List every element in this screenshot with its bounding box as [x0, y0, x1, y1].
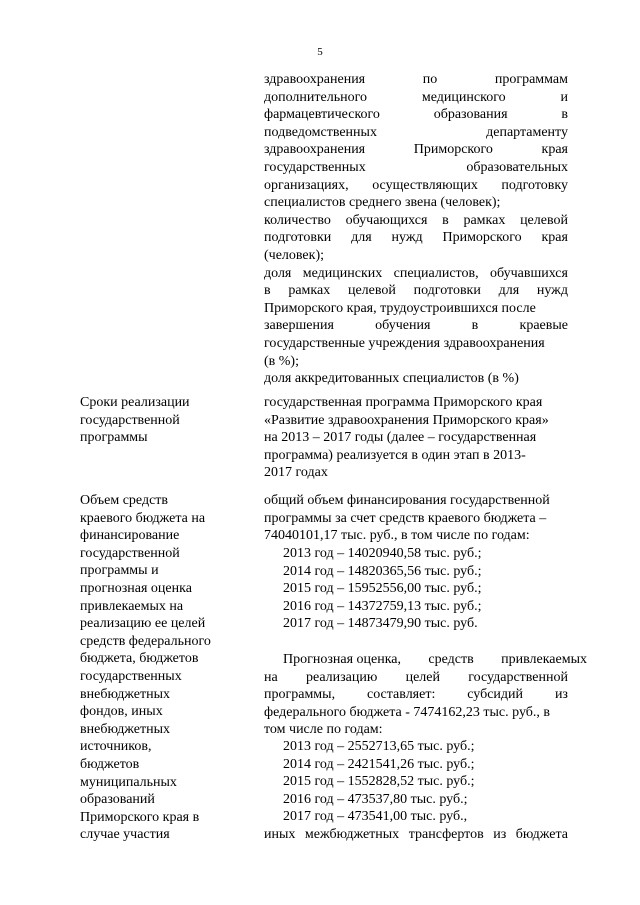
word: субсидий: [467, 687, 524, 703]
funding-label-line: привлекаемых на: [80, 598, 184, 614]
indicators-line: [264, 282, 568, 300]
indicators-line: [264, 212, 568, 230]
forecast-year-line: 2016 год – 473537,80 тыс. руб.;: [283, 791, 468, 807]
indicators-line: [264, 71, 568, 89]
word: по: [422, 72, 438, 87]
forecast-line: [264, 651, 587, 669]
indicators-line: [264, 106, 568, 124]
word: и: [560, 89, 568, 105]
terms-text-line: 2017 годах: [264, 465, 328, 481]
word: средств: [428, 652, 474, 667]
word: Прогнозная оценка,: [283, 652, 402, 667]
word: государственной: [468, 669, 568, 685]
word: бюджета: [515, 827, 568, 842]
terms-text-line: на 2013 – 2017 годы (далее – государственная: [264, 430, 537, 446]
word: департаменту: [486, 124, 568, 140]
word: целевой: [520, 212, 568, 228]
word: рамках: [288, 283, 331, 299]
word: медицинского: [421, 89, 506, 105]
word: межбюджетных: [304, 827, 400, 842]
funding-label-line: прогнозная оценка: [80, 581, 192, 596]
word: в: [442, 212, 449, 228]
word: реализацию: [305, 669, 378, 685]
funding-label-line: государственных: [80, 669, 182, 684]
indicators-line: государственные учреждения здравоохранения: [264, 336, 545, 351]
regional-year-line: 2013 год – 14020940,58 тыс. руб.;: [283, 546, 482, 561]
word: обучения: [375, 318, 431, 334]
word: на: [264, 669, 278, 685]
funding-label-line: реализацию ее целей: [80, 616, 206, 632]
page-number: 5: [317, 46, 323, 58]
word: целевой: [347, 283, 396, 299]
funding-label-line: внебюджетных: [80, 686, 171, 702]
indicators-line: [264, 265, 568, 283]
word: государственных: [264, 160, 366, 175]
forecast-year-line: 2017 год – 473541,00 тыс. руб.,: [283, 809, 468, 825]
funding-label-line: средств федерального: [80, 633, 211, 649]
word: из: [493, 827, 507, 842]
word: привлекаемых: [501, 652, 587, 667]
word: программам: [494, 72, 568, 87]
funding-label-line: образований: [80, 792, 155, 808]
funding-label-line: внебюджетных: [80, 721, 171, 737]
indicators-line: [264, 229, 568, 247]
word: в: [561, 107, 568, 123]
word: обучающихся: [345, 212, 428, 228]
word: доля: [264, 265, 292, 281]
word: нужд: [391, 230, 423, 246]
word: количество: [264, 212, 331, 228]
word: подготовки: [264, 230, 332, 246]
word: образования: [433, 107, 508, 123]
indicators-line: [264, 177, 568, 195]
terms-text-line: «Развитие здравоохранения Приморского края»: [264, 412, 549, 428]
regional-year-line: 2015 год – 15952556,00 тыс. руб.;: [283, 581, 482, 597]
word: обучавшихся: [489, 265, 568, 281]
funding-label-line: программы и: [80, 563, 159, 579]
indicators-line: [264, 317, 568, 335]
forecast-line: [264, 669, 568, 687]
regional-budget-line: программы за счет средств краевого бюджета –: [264, 510, 547, 526]
regional-budget-line: 74040101,17 тыс. руб., в том числе по годам:: [264, 528, 530, 544]
word: здравоохранения: [264, 72, 366, 87]
indicators-line: специалистов среднего звена (человек);: [264, 195, 501, 211]
word: подготовки: [413, 283, 481, 299]
regional-year-line: 2017 год – 14873479,90 тыс. руб.: [283, 616, 478, 632]
word: в: [471, 318, 479, 334]
forecast-line: [264, 686, 568, 704]
word: Приморского: [413, 142, 493, 158]
terms-label-line: Сроки реализации: [80, 395, 190, 410]
forecast-line: федерального бюджета - 7474162,23 тыс. руб., в: [264, 704, 550, 720]
indicators-line: [264, 141, 568, 159]
word: завершения: [264, 318, 334, 334]
funding-label-line: случае участия: [80, 827, 170, 843]
funding-label-line: бюджетов: [80, 757, 140, 772]
transfers-line: [264, 826, 568, 844]
regional-budget-line: общий объем финансирования государственной: [264, 493, 550, 508]
word: дополнительного: [264, 89, 367, 105]
word: образовательных: [466, 160, 568, 175]
terms-label-line: государственной: [80, 412, 180, 428]
word: медицинских: [302, 265, 383, 281]
word: осуществляющих: [372, 177, 478, 193]
indicators-line: доля аккредитованных специалистов (в %): [264, 371, 519, 387]
word: края: [541, 230, 568, 246]
word: края: [541, 142, 568, 158]
indicators-line: [264, 124, 568, 142]
regional-year-line: 2014 год – 14820365,56 тыс. руб.;: [283, 563, 482, 579]
funding-label-line: муниципальных: [80, 774, 177, 790]
forecast-year-line: 2014 год – 2421541,26 тыс. руб.;: [283, 756, 475, 772]
indicators-line: (в %);: [264, 353, 299, 369]
word: специалистов,: [393, 265, 479, 281]
indicators-line: [264, 159, 568, 177]
word: краевые: [519, 318, 568, 334]
indicators-line: Приморского края, трудоустроившихся после: [264, 300, 536, 316]
word: Приморского: [442, 230, 522, 246]
word: из: [554, 687, 568, 703]
word: рамках: [463, 212, 506, 228]
word: подготовку: [501, 177, 568, 193]
word: здравоохранения: [264, 142, 366, 158]
word: организациях,: [264, 177, 349, 193]
word: программы,: [264, 687, 336, 703]
regional-year-line: 2016 год – 14372759,13 тыс. руб.;: [283, 598, 482, 614]
forecast-year-line: 2013 год – 2552713,65 тыс. руб.;: [283, 739, 475, 754]
word: подведомственных: [264, 124, 377, 140]
word: в: [264, 283, 271, 299]
word: фармацевтического: [264, 107, 380, 123]
funding-label-line: бюджета, бюджетов: [80, 651, 199, 667]
forecast-year-line: 2015 год – 1552828,52 тыс. руб.;: [283, 774, 475, 790]
funding-label-line: фондов, иных: [80, 704, 163, 720]
funding-label-line: Приморского края в: [80, 809, 200, 825]
word: иных: [264, 827, 296, 842]
funding-label-line: государственной: [80, 545, 180, 561]
terms-text-line: программа) реализуется в один этап в 2013-: [264, 447, 526, 463]
funding-label-line: краевого бюджета на: [80, 510, 206, 526]
terms-label-line: программы: [80, 430, 148, 446]
funding-label-line: Объем средств: [80, 493, 169, 508]
funding-label-line: источников,: [80, 739, 152, 755]
word: для: [498, 283, 520, 299]
terms-text-line: государственная программа Приморского края: [264, 395, 543, 410]
word: нужд: [536, 283, 568, 299]
forecast-line: том числе по годам:: [264, 722, 383, 738]
indicators-line: [264, 89, 568, 107]
word: для: [351, 230, 372, 246]
word: составляет:: [366, 687, 436, 703]
indicators-line: (человек);: [264, 248, 324, 263]
word: целей: [405, 669, 440, 685]
funding-label-line: финансирование: [80, 528, 180, 544]
word: трансфертов: [408, 827, 484, 842]
